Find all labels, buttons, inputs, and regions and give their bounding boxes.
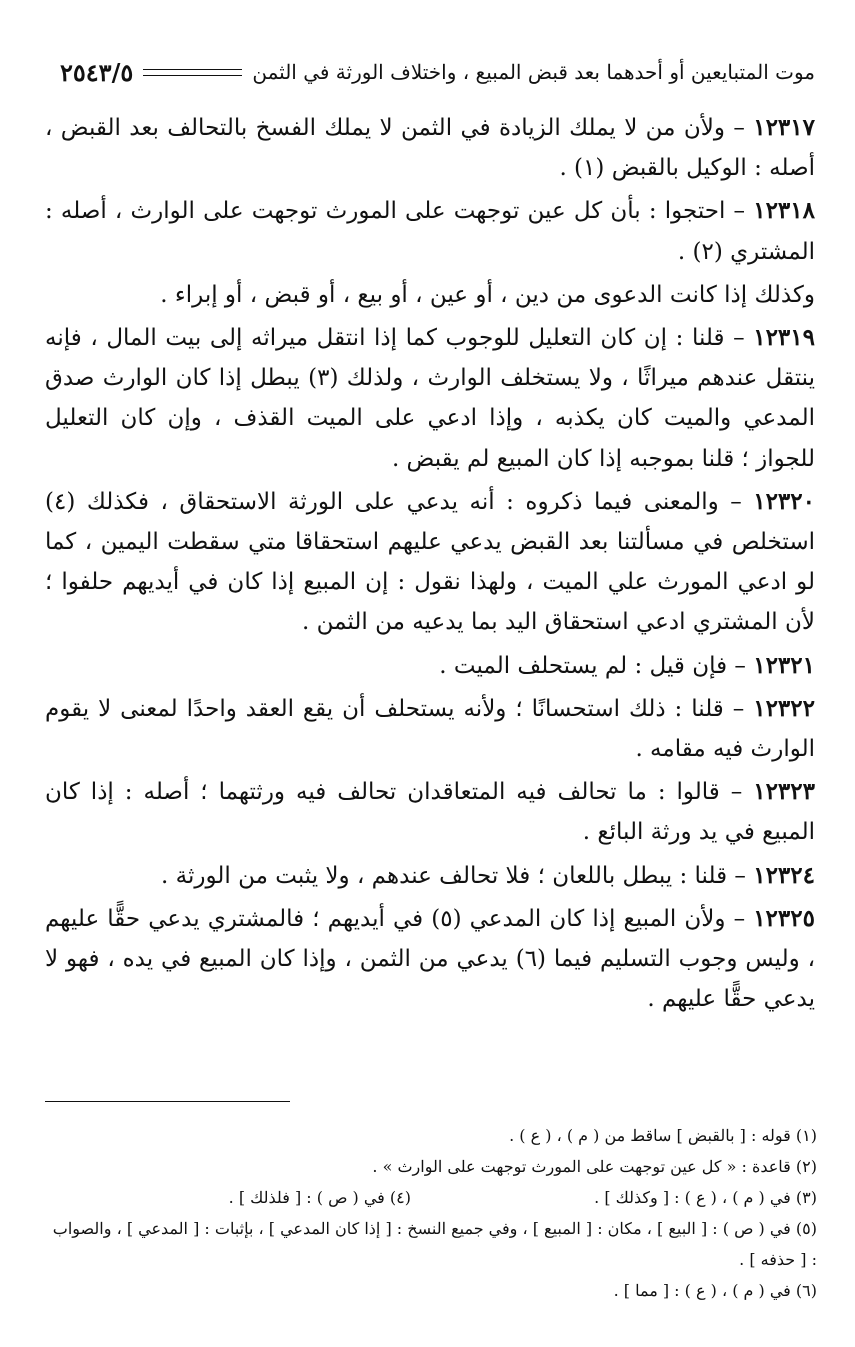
paragraph-12325 <box>45 899 815 1020</box>
paragraph-text: – قلنا : إن كان التعليل للوجوب كما إذا انتقل ميراثه إلى بيت المال ، فإنه ينتقل عندهم ميراثًا ، ولا يستخلف الوارث ، ولذلك (٣) يبطل إذا كان الوارث صدق المدعي والميت كان يكذبه ، وإذا ادعي على الميت القذف ، وإن كان التعليل للجواز ؛ قلنا بموجبه إذا كان المبيع لم يقبض . <box>45 325 815 472</box>
paragraph-text: وكذلك إذا كانت الدعوى من دين ، أو عين ، أو بيع ، أو قبض ، أو إبراء . <box>160 281 815 308</box>
paragraph-number: ١٢٣٢٢ <box>753 694 815 722</box>
footnote-separator <box>45 1101 290 1102</box>
footnote-1: (١) قوله : [ بالقبض ] ساقط من ( م ) ، ( ع ) . <box>509 1126 817 1145</box>
paragraph-text: – ولأن من لا يملك الزيادة في الثمن لا يملك الفسخ بالتحالف بعد القبض ، أصله : الوكيل بالقبض (١) . <box>45 115 815 182</box>
footnote-2: (٢) قاعدة : « كل عين توجهت على المورث توجهت على الوارث » . <box>372 1157 817 1176</box>
paragraph-number: ١٢٣١٧ <box>753 114 815 141</box>
header-rule <box>143 69 242 76</box>
paragraph-number: ١٢٣١٨ <box>753 197 815 225</box>
paragraph-text: – قالوا : ما تحالف فيه المتعاقدان تحالف فيه ورثتهما ؛ أصله : إذا كان المبيع في يد ورثة البائع . <box>45 779 815 846</box>
footnote-3: (٣) في ( م ) ، ( ع ) : [ وكذلك ] . <box>594 1188 817 1207</box>
paragraph-number: ١٢٣٢٤ <box>753 861 815 889</box>
paragraph-12317 <box>45 108 815 188</box>
running-title: موت المتبايعين أو أحدهما بعد قبض المبيع ، واختلاف الورثة في الثمن <box>252 60 815 84</box>
paragraph-number: ١٢٣٢١ <box>753 651 815 679</box>
footnotes <box>45 1120 817 1306</box>
paragraph-text: – والمعنى فيما ذكروه : أنه يدعي على الورثة الاستحقاق ، فكذلك (٤) استخلص في مسألتنا بعد القبض يدعي عليهم استحقاقا متي سقطت اليمين ، كما لو ادعي المورث علي الميت ، ولهذا نقول : إن المبيع إذا كان في أيديهم حلفوا ؛ لأن المشتري ادعي استحقاق اليد بما يدعيه من الثمن . <box>45 488 815 636</box>
paragraph-12321 <box>45 646 815 686</box>
paragraph-12324 <box>45 856 815 896</box>
footnote-5: (٥) في ( ص ) : [ البيع ] ، مكان : [ المبيع ] ، وفي جميع النسخ : [ إذا كان المدعي ] ، بإثبات : [ المدعي ] ، والصواب : [ حذفه ] . <box>52 1219 817 1269</box>
paragraph-text: – قلنا : يبطل باللعان ؛ فلا تحالف عندهم ، ولا يثبت من الورثة . <box>161 862 754 889</box>
paragraph-text: – قلنا : ذلك استحسانًا ؛ ولأنه يستحلف أن يقع العقد واحدًا لمعنى لا يقوم الوارث فيه مقامه . <box>45 695 815 763</box>
footnote-row <box>45 1182 817 1213</box>
paragraph-text: – ولأن المبيع إذا كان المدعي (٥) في أيديهم ؛ فالمشتري يدعي حقًّا عليهم ، وليس وجوب التسليم فيما (٦) يدعي من الثمن ، وإذا كان المبيع في يده ، فهو لا يدعي حقًّا عليهم . <box>45 905 815 1013</box>
paragraph-12319 <box>45 318 815 479</box>
paragraph-text: – احتجوا : بأن كل عين توجهت على المورث توجهت على الوارث ، أصله : المشتري (٢) . <box>45 198 815 265</box>
paragraph-12323 <box>45 772 815 852</box>
paragraph-continuation <box>45 275 815 315</box>
paragraph-12318 <box>45 191 815 271</box>
paragraph-number: ١٢٣٢٠ <box>753 487 815 515</box>
page-header <box>60 52 815 92</box>
paragraph-number: ١٢٣٢٥ <box>753 904 815 932</box>
footnote-4: (٤) في ( ص ) : [ فلذلك ] . <box>228 1188 411 1207</box>
footnote-6: (٦) في ( م ) ، ( ع ) : [ مما ] . <box>613 1281 817 1300</box>
paragraph-number: ١٢٣٢٣ <box>753 778 815 806</box>
paragraph-number: ١٢٣١٩ <box>753 324 815 352</box>
paragraph-12320 <box>45 482 815 643</box>
main-text <box>45 108 815 1022</box>
paragraph-12322 <box>45 689 815 769</box>
page-number: ٢٥٤٣/٥ <box>60 57 134 87</box>
paragraph-text: – فإن قيل : لم يستحلف الميت . <box>439 652 754 679</box>
